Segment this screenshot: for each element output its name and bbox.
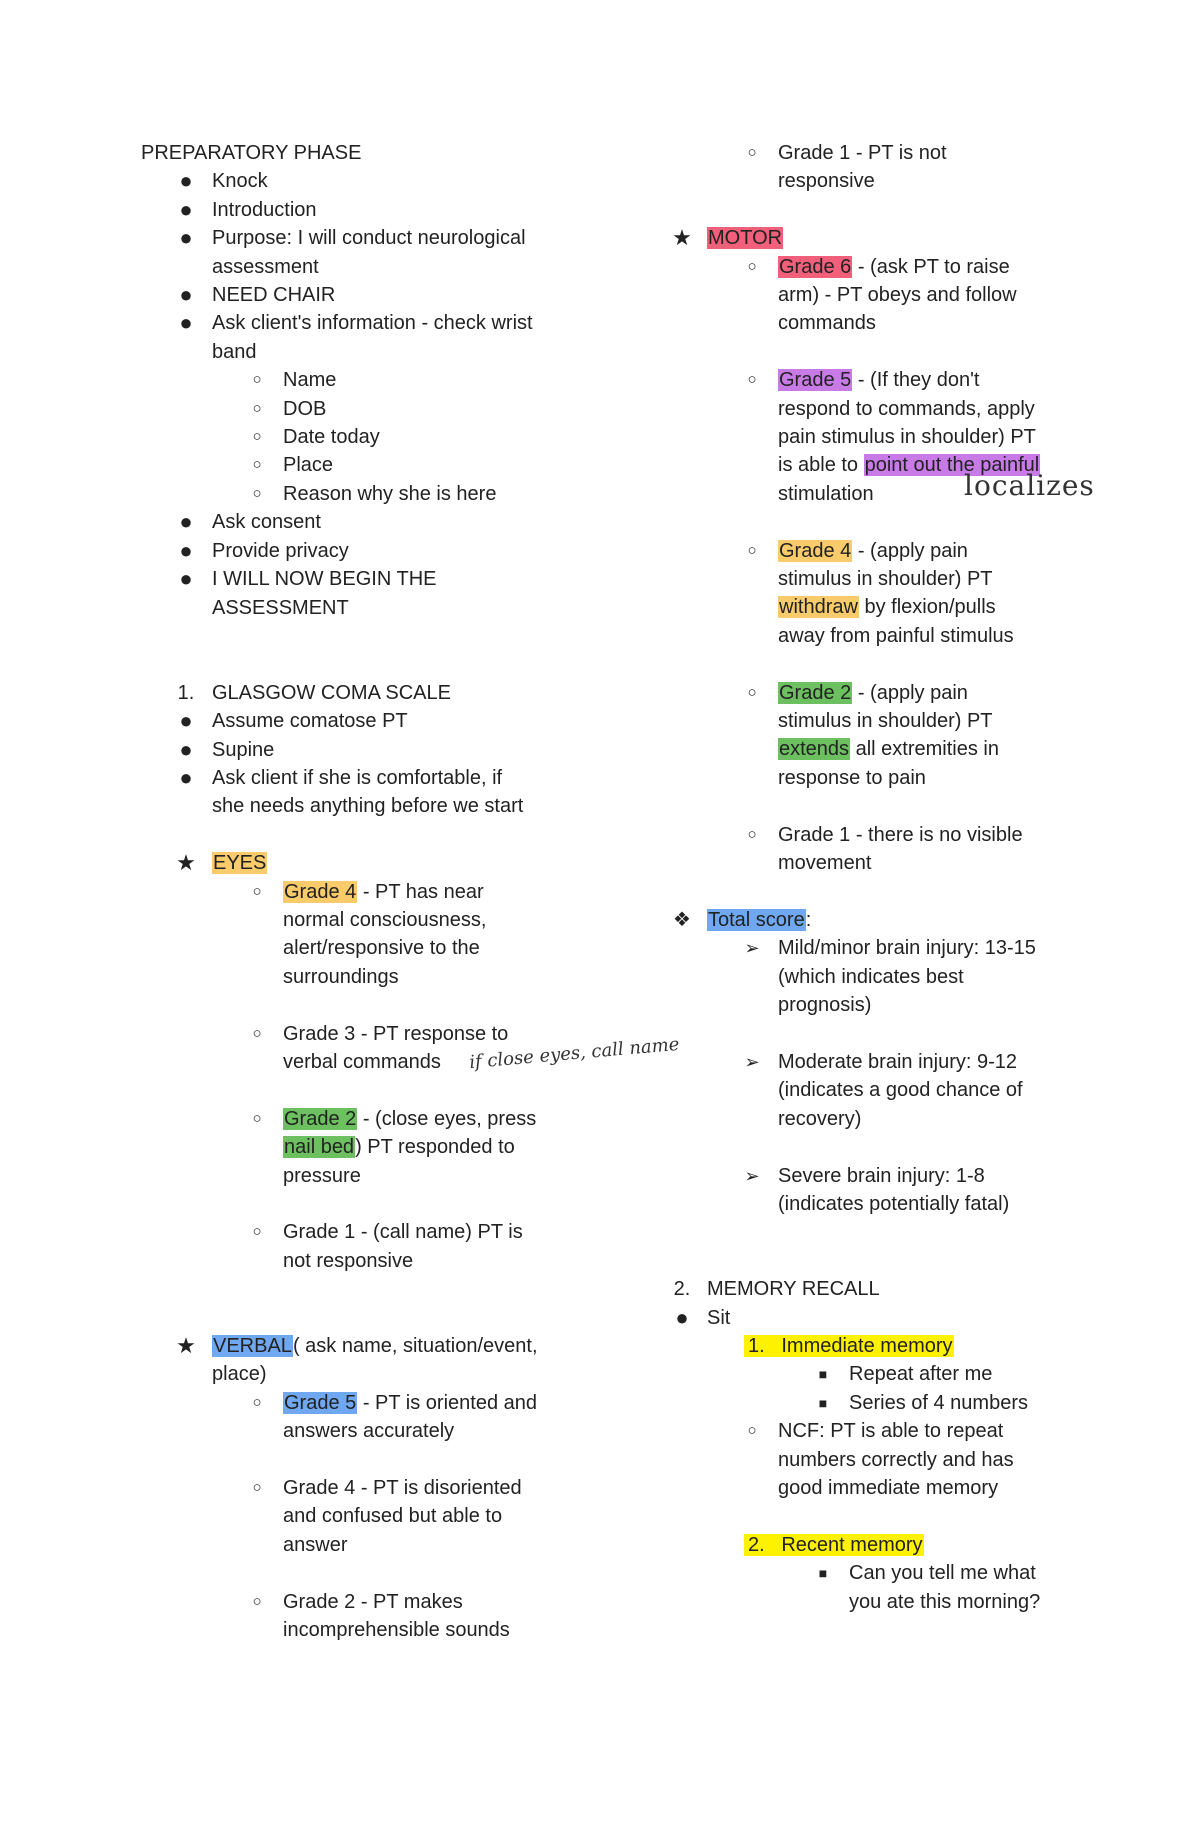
list-item-continued [674, 991, 1074, 1019]
list-item-continued [141, 1247, 581, 1275]
list-item-text: by flexion/pulls [858, 596, 996, 619]
list-item [674, 1389, 1074, 1417]
bullet-icon: ● [179, 282, 193, 308]
list-item-text: Grade 3 - PT response to [283, 1022, 509, 1045]
list-item [141, 196, 581, 224]
circle-bullet-icon: ○ [252, 1109, 262, 1127]
list-number: 1. [177, 681, 195, 704]
list-item-text: Grade 2 - PT makes [283, 1590, 463, 1613]
list-item-text: assessment [212, 255, 319, 278]
list-item [141, 281, 581, 309]
highlighted-text: nail bed [284, 1136, 355, 1159]
list-item-text: - (close eyes, press [357, 1107, 537, 1130]
list-item-continued [674, 1190, 1074, 1218]
circle-bullet-icon: ○ [252, 1223, 262, 1241]
list-item [141, 480, 581, 508]
list-item-text: Ask client if she is comfortable, if [212, 766, 503, 789]
grade-highlight: Grade 5 [779, 369, 852, 392]
list-item [674, 934, 1074, 962]
list-item-continued [141, 594, 581, 622]
list-item-text: Grade 1 - there is no visible [778, 823, 1023, 846]
section-heading-text: MEMORY RECALL [707, 1278, 880, 1301]
list-number: 2. [748, 1533, 765, 1556]
list-item [141, 878, 581, 906]
list-item-text: (indicates a good chance of [778, 1079, 1023, 1102]
arrow-bullet-icon: ➢ [744, 1165, 760, 1186]
circle-bullet-icon: ○ [747, 371, 757, 389]
list-item-text: pain stimulus in shoulder) PT [778, 426, 1036, 449]
list-item [141, 764, 581, 792]
list-item-text: Grade 1 - PT is not [778, 142, 947, 164]
verbal-heading [141, 1332, 581, 1360]
list-item-text: stimulus in shoulder) PT [778, 710, 993, 733]
list-item-text: Moderate brain injury: 9-12 [778, 1050, 1018, 1073]
handwritten-note: localizes [964, 468, 1095, 502]
list-item [674, 1048, 1074, 1076]
list-item-text: respond to commands, apply [778, 397, 1035, 420]
motor-heading [674, 224, 1074, 252]
grade-highlight: Grade 4 [284, 880, 357, 903]
circle-bullet-icon: ○ [747, 825, 757, 843]
list-item-text: : [805, 908, 812, 931]
list-item [674, 1360, 1074, 1388]
list-item [674, 679, 1074, 707]
list-item-text: - PT is oriented and [357, 1391, 537, 1414]
list-item [141, 451, 581, 479]
bullet-icon: ● [179, 509, 193, 535]
circle-bullet-icon: ○ [747, 683, 757, 701]
list-item-text: verbal commands [283, 1050, 441, 1073]
circle-bullet-icon: ○ [252, 1024, 262, 1042]
list-item [674, 537, 1074, 565]
arrow-bullet-icon: ➢ [744, 938, 760, 959]
list-item-text: answer [283, 1533, 348, 1556]
list-item [141, 1020, 581, 1048]
bullet-icon: ● [675, 1304, 689, 1330]
list-item-continued [674, 735, 1074, 763]
list-item-text: Supine [212, 738, 275, 761]
list-item-text: ) PT responded to [355, 1136, 515, 1159]
list-item-text: - (If they don't [852, 369, 980, 392]
grade-highlight: Grade 2 [284, 1107, 357, 1130]
section-heading-memory [674, 1275, 1074, 1303]
circle-bullet-icon: ○ [252, 1592, 262, 1610]
list-item [674, 821, 1074, 849]
list-item-text: - (apply pain [852, 539, 968, 562]
list-item-text: Introduction [212, 198, 317, 221]
list-item [674, 1559, 1074, 1587]
list-item-text: good immediate memory [778, 1476, 999, 1499]
bullet-icon: ● [179, 566, 193, 592]
list-item-text: (indicates potentially fatal) [778, 1192, 1010, 1215]
list-item-text: DOB [283, 397, 327, 420]
grade-highlight: Grade 2 [779, 681, 852, 704]
section-heading-gcs [141, 679, 581, 707]
list-item-continued [674, 1076, 1074, 1104]
list-item-continued [674, 565, 1074, 593]
circle-bullet-icon: ○ [747, 257, 757, 275]
list-item-text: surroundings [283, 965, 399, 988]
handwritten-note: if close eyes, call name [468, 1033, 681, 1074]
bullet-icon: ● [179, 708, 193, 734]
list-item-text: you ate this morning? [849, 1590, 1041, 1613]
list-item-continued [141, 253, 581, 281]
list-item-text: Grade 1 - (call name) PT is [283, 1221, 523, 1244]
highlighted-text: point out the painful [864, 454, 1040, 477]
list-item-text: recovery) [778, 1107, 862, 1130]
list-item-continued [141, 1531, 581, 1559]
list-item-text: normal consciousness, [283, 908, 487, 931]
list-item-continued [141, 1162, 581, 1190]
list-item-text: responsive [778, 170, 875, 193]
list-item-continued [141, 1502, 581, 1530]
diamond-bullet-icon: ❖ [673, 908, 691, 931]
list-item [141, 1218, 581, 1246]
list-item-text: she needs anything before we start [212, 795, 524, 818]
circle-bullet-icon: ○ [252, 484, 262, 502]
list-item-continued [141, 792, 581, 820]
list-item-text: NEED CHAIR [212, 284, 336, 307]
list-item-text: Ask client's information - check wrist [212, 312, 533, 335]
list-item-continued [674, 1105, 1074, 1133]
list-item [141, 366, 581, 394]
arrow-bullet-icon: ➢ [744, 1051, 760, 1072]
total-score-label: Total score [708, 908, 805, 931]
list-item [141, 736, 581, 764]
list-item-text: - PT has near [357, 880, 484, 903]
square-bullet-icon: ■ [818, 1394, 828, 1411]
bullet-icon: ● [179, 537, 193, 563]
list-item [141, 1105, 581, 1133]
list-item-text: Repeat after me [849, 1363, 993, 1386]
list-item [674, 253, 1074, 281]
list-item-text: Series of 4 numbers [849, 1391, 1028, 1414]
circle-bullet-icon: ○ [747, 1422, 757, 1440]
circle-bullet-icon: ○ [252, 399, 262, 417]
list-item-text: stimulation [778, 482, 874, 505]
list-item [141, 537, 581, 565]
total-score-heading [674, 906, 1074, 934]
list-item-text: Knock [212, 170, 268, 193]
circle-bullet-icon: ○ [747, 541, 757, 559]
square-bullet-icon: ■ [818, 1565, 828, 1582]
list-item-text: Sit [707, 1306, 731, 1329]
list-item-text: and confused but able to [283, 1505, 503, 1528]
star-icon: ★ [176, 1332, 196, 1358]
list-item-continued [674, 1446, 1074, 1474]
list-item-text: movement [778, 852, 872, 875]
list-item [674, 1162, 1074, 1190]
list-item-text: place) [212, 1363, 267, 1386]
list-item-continued [141, 1417, 581, 1445]
list-item-text: (which indicates best [778, 965, 964, 988]
list-item [141, 1474, 581, 1502]
list-item-continued [674, 167, 1074, 195]
circle-bullet-icon: ○ [252, 371, 262, 389]
list-item-text: band [212, 340, 257, 363]
motor-label: MOTOR [708, 227, 783, 250]
list-number: 1. [748, 1334, 765, 1357]
list-item-continued [141, 963, 581, 991]
list-item-text: answers accurately [283, 1420, 455, 1443]
list-item-continued [674, 1474, 1074, 1502]
list-item-continued [674, 395, 1074, 423]
left-column [141, 139, 681, 1644]
list-item [674, 366, 1074, 394]
eyes-label: EYES [213, 852, 267, 875]
list-item-text: Assume comatose PT [212, 710, 408, 733]
list-item-text: NCF: PT is able to repeat [778, 1420, 1004, 1443]
list-item-continued [141, 1616, 581, 1644]
grade-highlight: Grade 6 [779, 255, 852, 278]
list-item-continued [674, 707, 1074, 735]
list-item-continued [674, 963, 1074, 991]
circle-bullet-icon: ○ [252, 456, 262, 474]
square-bullet-icon: ■ [818, 1366, 828, 1383]
list-item [141, 1389, 581, 1417]
list-item-continued [674, 622, 1074, 650]
list-item-continued [674, 468, 1095, 508]
list-item-text: response to pain [778, 766, 926, 789]
bullet-icon: ● [179, 196, 193, 222]
list-item [141, 1588, 581, 1616]
list-item-continued [674, 764, 1074, 792]
bullet-icon: ● [179, 225, 193, 251]
highlighted-text: extends [779, 738, 850, 761]
star-icon: ★ [176, 850, 196, 876]
circle-bullet-icon: ○ [252, 428, 262, 446]
circle-bullet-icon: ○ [252, 1478, 262, 1496]
list-item-text: Place [283, 454, 334, 477]
list-item-text: Ask consent [212, 511, 321, 534]
section-heading-text: GLASGOW COMA SCALE [212, 681, 451, 704]
list-item-continued [674, 281, 1074, 309]
list-item [141, 423, 581, 451]
bullet-icon: ● [179, 310, 193, 336]
list-item-text: ASSESSMENT [212, 596, 349, 619]
list-item-text: - (apply pain [852, 681, 968, 704]
list-item-text: away from painful stimulus [778, 624, 1014, 647]
circle-bullet-icon: ○ [252, 1393, 262, 1411]
star-icon: ★ [672, 225, 692, 251]
immediate-memory-heading [674, 1332, 1074, 1360]
list-item-text: - (ask PT to raise [852, 255, 1010, 278]
list-item-text: alert/responsive to the [283, 937, 480, 960]
list-item [141, 309, 581, 337]
bullet-icon: ● [179, 736, 193, 762]
list-item-text: commands [778, 312, 876, 335]
list-item-text: Can you tell me what [849, 1562, 1036, 1585]
list-item-text: prognosis) [778, 994, 872, 1017]
list-item [141, 565, 581, 593]
list-item-text: I WILL NOW BEGIN THE [212, 568, 437, 591]
list-item-continued [674, 1588, 1074, 1616]
verbal-label: VERBAL [213, 1334, 292, 1357]
right-column [672, 139, 1095, 1616]
list-item-continued [141, 934, 581, 962]
list-item-continued [674, 309, 1074, 337]
eyes-heading [141, 849, 581, 877]
list-item [674, 1304, 1074, 1332]
circle-bullet-icon: ○ [747, 144, 757, 161]
list-item-text: not responsive [283, 1249, 414, 1272]
list-item-text: all extremities in [850, 738, 999, 761]
recent-memory-label: Recent memory [781, 1533, 923, 1556]
list-number: 2. [673, 1278, 691, 1301]
list-item-text: Date today [283, 426, 380, 449]
list-item-text: Name [283, 369, 337, 392]
list-item-text: Grade 4 - PT is disoriented [283, 1476, 522, 1499]
immediate-memory-label: Immediate memory [781, 1334, 953, 1357]
list-item-continued [674, 423, 1074, 451]
list-item-text: numbers correctly and has [778, 1448, 1014, 1471]
list-item [141, 707, 581, 735]
list-item-continued [141, 338, 581, 366]
list-item-continued [141, 906, 581, 934]
list-item-text: Severe brain injury: 1-8 [778, 1164, 985, 1187]
list-item [141, 395, 581, 423]
prep-title-text: PREPARATORY PHASE [141, 142, 362, 164]
list-item [141, 167, 581, 195]
list-item-text: arm) - PT obeys and follow [778, 284, 1017, 307]
list-item-text: pressure [283, 1164, 361, 1187]
list-item-text: ( ask name, situation/event, [292, 1334, 538, 1357]
list-item-continued [674, 593, 1074, 621]
list-item-text: Mild/minor brain injury: 13-15 [778, 937, 1036, 960]
grade-highlight: Grade 4 [779, 539, 852, 562]
prep-title [141, 139, 581, 167]
list-item-text: incomprehensible sounds [283, 1618, 510, 1641]
list-item [674, 139, 1074, 167]
bullet-icon: ● [179, 168, 193, 194]
list-item-text: Reason why she is here [283, 482, 497, 505]
list-item-text: Purpose: I will conduct neurological [212, 227, 526, 250]
list-item-text: stimulus in shoulder) PT [778, 568, 993, 591]
list-item-text: is able to [778, 454, 864, 477]
recent-memory-heading [674, 1531, 1074, 1559]
highlighted-text: withdraw [779, 596, 858, 619]
bullet-icon: ● [179, 764, 193, 790]
grade-highlight: Grade 5 [284, 1391, 357, 1414]
circle-bullet-icon: ○ [252, 882, 262, 900]
list-item-text: Provide privacy [212, 539, 349, 562]
list-item [141, 224, 581, 252]
list-item-continued [141, 1360, 581, 1388]
list-item-continued [141, 1133, 581, 1161]
list-item [141, 508, 581, 536]
list-item [674, 1417, 1074, 1445]
list-item-continued [674, 849, 1074, 877]
